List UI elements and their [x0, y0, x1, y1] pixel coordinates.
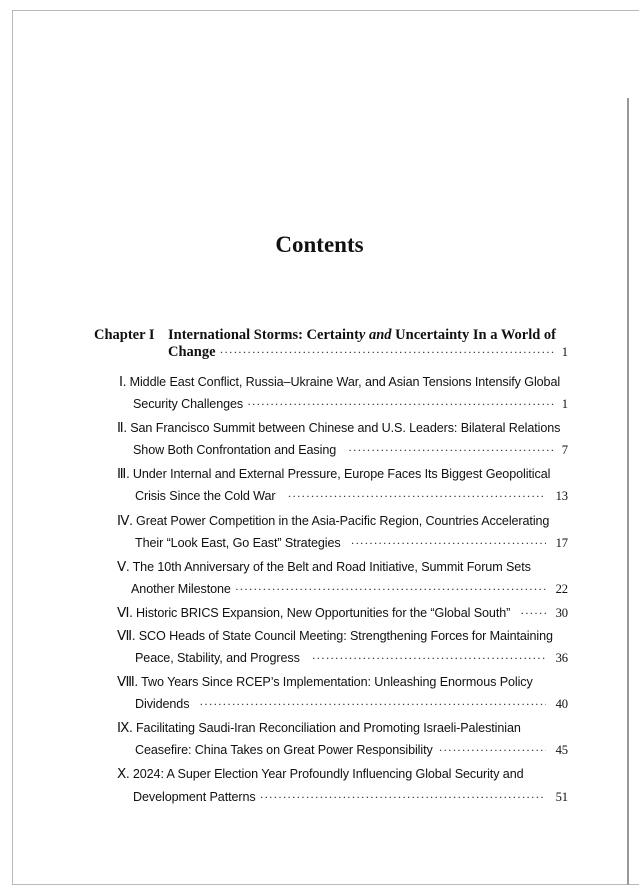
entry-numeral: Ⅵ. — [117, 605, 133, 620]
page-number: 7 — [561, 443, 568, 457]
entry-numeral: Ⅳ. — [117, 513, 133, 528]
entry-title: Facilitating Saudi-Iran Reconciliation and Promoting Israeli-Palestinian — [132, 721, 521, 735]
entry-title-continued: Show Both Confrontation and Easing — [133, 443, 337, 457]
entry-title: SCO Heads of State Council Meeting: Strengthening Forces for Maintaining — [135, 629, 553, 643]
page-frame-left — [12, 10, 13, 884]
chapter-title[interactable] — [168, 327, 556, 344]
entry-numeral: Ⅱ. — [117, 420, 127, 435]
toc-entry-8-line2[interactable] — [135, 697, 568, 712]
entry-title-continued: Another Milestone — [131, 582, 231, 596]
chapter-title-line2[interactable] — [168, 344, 568, 361]
dot-leader — [235, 582, 546, 597]
toc-entry-7[interactable] — [117, 628, 553, 644]
page-number: 51 — [555, 790, 568, 804]
page-number: 30 — [555, 606, 568, 620]
dot-leader — [247, 397, 556, 412]
toc-entry-7-line2[interactable] — [135, 651, 568, 666]
entry-title: Two Years Since RCEP’s Implementation: Unleashing Enormous Policy — [137, 675, 533, 689]
toc-entry-5-line2[interactable] — [131, 582, 568, 597]
toc-entry-4-line2[interactable] — [135, 536, 568, 551]
dot-leader — [220, 345, 556, 360]
chapter-title-part1: International Storms: Certaint — [168, 327, 359, 343]
page-number: 45 — [555, 743, 568, 757]
page-number: 36 — [555, 651, 568, 665]
toc-entry-2-line2[interactable] — [133, 443, 568, 458]
page-number: 40 — [555, 697, 568, 711]
entry-title: Great Power Competition in the Asia-Pacific Region, Countries Accelerating — [132, 514, 550, 528]
dot-leader — [260, 790, 546, 805]
entry-title — [117, 605, 510, 621]
entry-title-text: Historic BRICS Expansion, New Opportunities for the “Global South” — [132, 606, 511, 620]
entry-numeral: Ⅸ. — [117, 720, 133, 735]
page-number: 17 — [555, 536, 568, 550]
dot-leader — [199, 697, 545, 712]
toc-entry-8[interactable] — [117, 674, 533, 690]
entry-title-continued: Peace, Stability, and Progress — [135, 651, 300, 665]
toc-entry-1-line2[interactable] — [133, 397, 568, 412]
page-number: 1 — [561, 345, 568, 359]
chapter-title-part2: Uncertainty In a World of — [391, 327, 557, 343]
entry-title-continued: Dividends — [135, 697, 190, 711]
entry-title-continued: Ceasefire: China Takes on Great Power Responsibility — [135, 743, 433, 757]
entry-title: 2024: A Super Election Year Profoundly Influencing Global Security and — [129, 767, 524, 781]
chapter-title-continued: Change — [168, 344, 216, 360]
toc-entry-6[interactable] — [117, 605, 568, 621]
toc-entry-10-line2[interactable] — [133, 790, 568, 805]
toc-entry-4[interactable] — [117, 513, 549, 529]
toc-entry-9[interactable] — [117, 720, 521, 736]
dot-leader — [348, 443, 556, 458]
dot-leader — [312, 651, 546, 666]
dot-leader — [351, 536, 546, 551]
entry-numeral: Ⅰ. — [119, 374, 127, 389]
entry-title-continued: Security Challenges — [133, 397, 244, 411]
page-edge-right — [627, 98, 629, 885]
page-frame-bottom — [12, 884, 639, 885]
dot-leader — [288, 489, 546, 504]
page-number: 13 — [555, 489, 568, 503]
entry-numeral: Ⅲ. — [117, 466, 130, 481]
chapter-label: Chapter I — [94, 327, 155, 343]
toc-entry-2[interactable] — [117, 420, 560, 436]
dot-leader — [439, 743, 546, 758]
toc-entry-3-line2[interactable] — [135, 489, 568, 504]
entry-numeral: Ⅴ. — [117, 559, 130, 574]
entry-numeral: Ⅶ. — [117, 628, 136, 643]
dot-leader — [520, 606, 545, 621]
page-number: 22 — [555, 582, 568, 596]
toc-entry-10[interactable] — [117, 766, 524, 782]
entry-title-continued: Development Patterns — [133, 790, 256, 804]
entry-title: The 10th Anniversary of the Belt and Road Initiative, Summit Forum Sets — [129, 560, 531, 574]
toc-entry-1[interactable] — [119, 374, 560, 390]
chapter-title-italic: y and — [358, 327, 392, 343]
entry-numeral: Ⅹ. — [117, 766, 130, 781]
toc-entry-5[interactable] — [117, 559, 531, 575]
entry-title-continued: Crisis Since the Cold War — [135, 489, 276, 503]
toc-entry-3[interactable] — [117, 466, 550, 482]
entry-title: San Francisco Summit between Chinese and U.S. Leaders: Bilateral Relations — [126, 421, 561, 435]
entry-title: Under Internal and External Pressure, Europe Faces Its Biggest Geopolitical — [129, 467, 551, 481]
entry-title: Middle East Conflict, Russia–Ukraine War, and Asian Tensions Intensify Global — [126, 375, 561, 389]
toc-entry-9-line2[interactable] — [135, 743, 568, 758]
entry-title-continued: Their “Look East, Go East” Strategies — [135, 536, 341, 550]
contents-title: Contents — [275, 232, 364, 257]
page-frame-top — [12, 10, 639, 11]
entry-numeral: Ⅷ. — [117, 674, 138, 689]
page-number: 1 — [561, 397, 568, 411]
